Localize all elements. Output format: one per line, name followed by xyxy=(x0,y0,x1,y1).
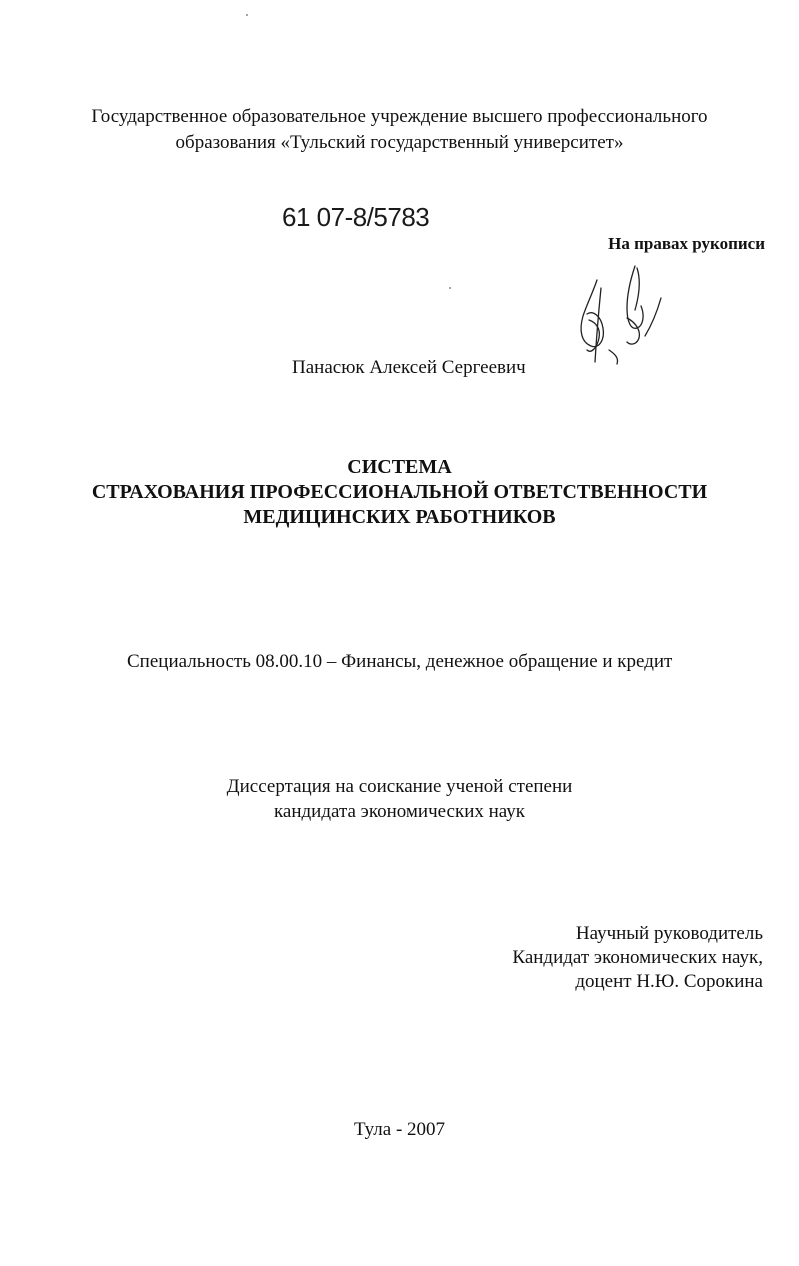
rights-note: На правах рукописи xyxy=(608,234,765,253)
author-signature xyxy=(565,258,675,373)
author-name: Панасюк Алексей Сергеевич xyxy=(292,357,526,378)
title-line-2: СТРАХОВАНИЯ ПРОФЕССИОНАЛЬНОЙ ОТВЕТСТВЕННОСТИ xyxy=(91,481,708,503)
title-line-3: МЕДИЦИНСКИХ РАБОТНИКОВ xyxy=(243,506,556,528)
archive-code: 61 07-8/5783 xyxy=(282,202,430,232)
supervisor-block xyxy=(512,922,763,994)
scan-speck xyxy=(246,14,248,16)
supervisor-role: Научный руководитель xyxy=(575,923,763,944)
city-year: Тула - 2007 xyxy=(353,1119,446,1140)
degree-line-2: кандидата экономических наук xyxy=(273,801,526,822)
institution-line-1: Государственное образовательное учреждение высшего профессионального xyxy=(91,106,708,127)
specialty: Специальность 08.00.10 – Финансы, денежное обращение и кредит xyxy=(127,651,673,672)
supervisor-name: доцент Н.Ю. Сорокина xyxy=(575,971,763,992)
scan-speck xyxy=(449,287,451,289)
institution-line-2: образования «Тульский государственный университет» xyxy=(175,132,624,153)
degree-line-1: Диссертация на соискание ученой степени xyxy=(226,776,573,797)
supervisor-degree: Кандидат экономических наук, xyxy=(512,947,763,968)
title-line-1: СИСТЕМА xyxy=(347,456,452,478)
